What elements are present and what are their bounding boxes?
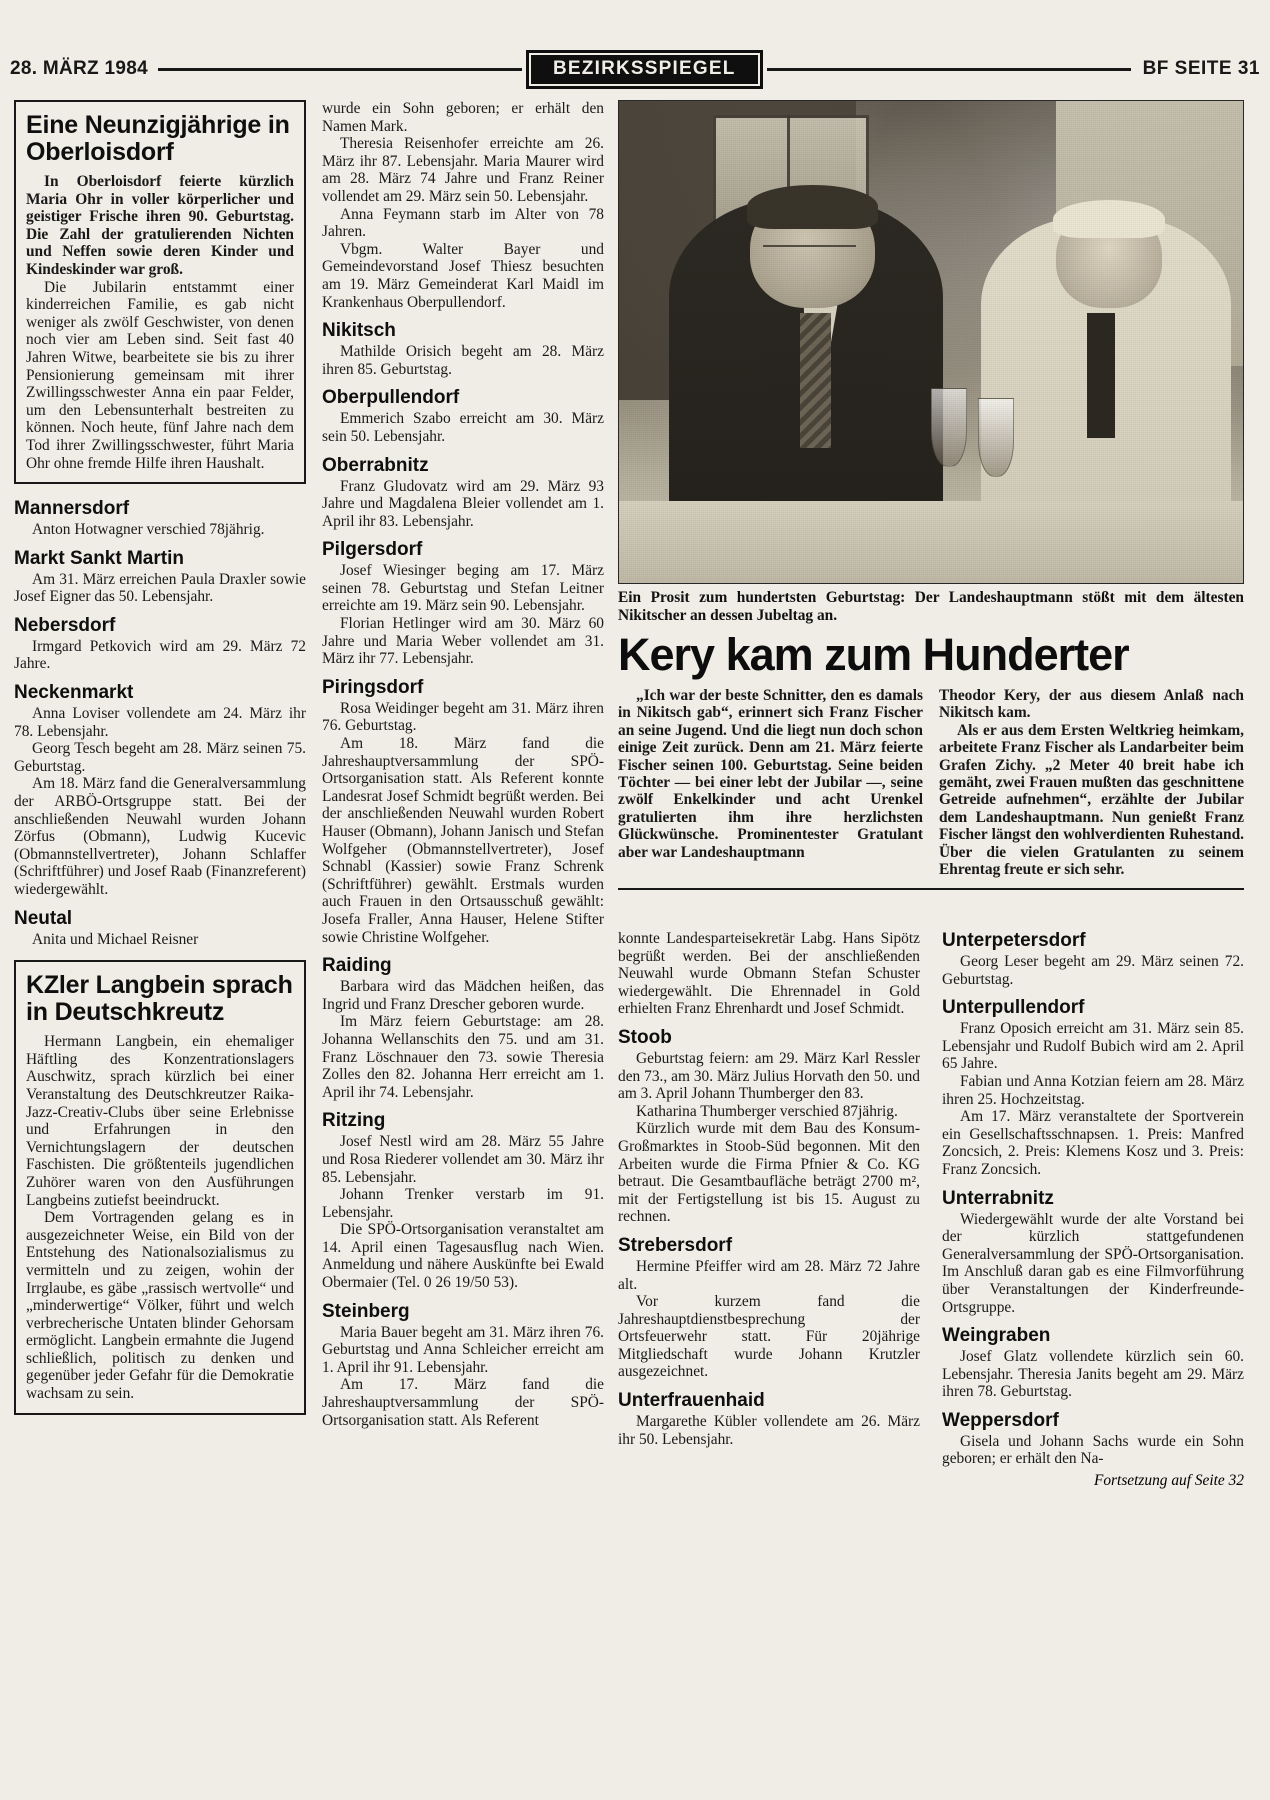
feature-body (618, 687, 1244, 878)
article-paragraph: Hermann Langbein, ein ehemaliger Häftling des Konzentrationslagers Auschwitz, sprach kürzlich bei einer Veranstaltung des Deutschkreutzer Raika-Jazz-Creativ-Clubs über seine Erlebnisse und Erfahrungen in den Vernichtungslagern der deutschen Faschisten. Die größtenteils jugendlichen Zuhörer waren von den Ausführungen Langbeins zutiefst beeindruckt. (26, 1033, 294, 1209)
place-paragraph: Rosa Weidinger begeht am 31. März ihren 76. Geburtstag. (322, 699, 604, 735)
article-paragraph: Die Jubilarin entstammt einer kinderreichen Familie, es gab nicht weniger als zwölf Geschwister, von denen noch vier am Leben sind. Seit fast 40 Jahren Witwe, bearbeitete sie bis zu ihrer Pensionierung gemeinsam mit ihrer Zwillingsschwester Anna ein paar Felder, um den Lebensunterhalt bestreiten zu können. Noch heute, fünf Jahre nach dem Tod ihrer Zwillingsschwester, führt Maria Ohr ohne fremde Hilfe ihren Haushalt. (26, 278, 294, 472)
place-heading-pilgersdorf: Pilgersdorf (322, 539, 423, 561)
place-heading-unterpullendorf: Unterpullendorf (942, 997, 1085, 1019)
article-oberloisdorf (14, 100, 306, 484)
place-paragraph: Fabian und Anna Kotzian feiern am 28. März ihren 25. Hochzeitstag. (942, 1072, 1244, 1108)
feature-block (618, 100, 1244, 898)
place-paragraph: Franz Oposich erreicht am 31. März sein 85. Lebensjahr und Rudolf Bubich wird am 2. April 65 Jahre. (942, 1020, 1244, 1073)
place-paragraph: Josef Glatz vollendete kürzlich sein 60. Lebensjahr. Theresia Janits begeht am 29. März ihren 78. Geburtstag. (942, 1348, 1244, 1401)
place-paragraph: Maria Bauer begeht am 31. März ihren 76. Geburtstag und Anna Schleicher erreicht am 1. April ihr 91. Lebensjahr. (322, 1323, 604, 1376)
section-banner-label: BEZIRKSSPIEGEL (531, 55, 758, 84)
place-paragraph: Mathilde Orisich begeht am 28. März ihren 85. Geburtstag. (322, 343, 604, 378)
place-heading-raiding: Raiding (322, 955, 392, 977)
place-heading-weppersdorf: Weppersdorf (942, 1409, 1059, 1431)
place-heading-stoob: Stoob (618, 1026, 672, 1048)
place-paragraph: Die SPÖ-Ortsorganisation veranstaltet am 14. April einen Tagesausflug nach Wien. Anmeldung und nähere Auskünfte bei Ewald Obermaier (Tel. 0 26 19/50 53). (322, 1221, 604, 1292)
place-heading-unterfrauenhaid: Unterfrauenhaid (618, 1390, 765, 1412)
place-paragraph: Johann Trenker verstarb im 91. Lebensjahr. (322, 1186, 604, 1221)
masthead (10, 52, 1260, 86)
feature-divider (618, 888, 1244, 890)
place-heading-mannersdorf: Mannersdorf (14, 498, 130, 520)
place-paragraph: Am 18. März fand die Jahreshauptversammlung der SPÖ-Ortsorganisation statt. Als Referent konnte Landesrat Josef Schmidt begrüßt werden. Bei der anschließenden Neuwahl wurden Robert Hauser (Obmann), Johann Janisch und Stefan Wolfgeher (Obmannstellvertreter), Josef Schnabl (Kassier) sowie Franz Schrenk (Schriftführer) gewählt. Erstmals wurden auch Frauen in den Ortsausschuß gewählt: Josefa Fraller, Anna Hauser, Helene Stifter sowie Christine Wolfgeher. (322, 735, 604, 946)
place-paragraph: Am 17. März veranstaltete der Sportverein ein Gesellschaftsschnapsen. 1. Preis: Manfred Zoncsich, 2. Preis: Klemens Kosz und 3. Preis: Franz Zoncsich. (942, 1108, 1244, 1178)
continuation-paragraph: wurde ein Sohn geboren; er erhält den Namen Mark. (322, 100, 604, 135)
place-paragraph: Josef Nestl wird am 28. März 55 Jahre und Rosa Riederer vollendet am 30. März ihr 85. Lebensjahr. (322, 1133, 604, 1186)
photo-toast-image (618, 100, 1244, 584)
place-paragraph: Wiedergewählt wurde der alte Vorstand bei der kürzlich stattgefundenen Generalversammlung der SPÖ-Ortsorganisation. Im Anschluß daran gab es eine Filmvorführung über Veranstaltungen der Kinderfreunde-Ortsgruppe. (942, 1210, 1244, 1316)
continuation-paragraph: Vbgm. Walter Bayer und Gemeindevorstand Josef Thiesz besuchten am 19. März Gemeinderat Karl Maidl im Krankenhaus Oberpullendorf. (322, 240, 604, 311)
place-paragraph: Emmerich Szabo erreicht am 30. März sein 50. Lebensjahr. (322, 410, 604, 445)
place-heading-weingraben: Weingraben (942, 1325, 1051, 1347)
place-paragraph: Margarethe Kübler vollendete am 26. März ihr 50. Lebensjahr. (618, 1413, 920, 1448)
place-paragraph: Florian Hetlinger wird am 30. März 60 Jahre und Maria Weber vollendet am 31. März ihr 77. Lebensjahr. (322, 615, 604, 668)
section-banner (526, 50, 763, 89)
place-heading-unterrabnitz: Unterrabnitz (942, 1187, 1054, 1209)
page-content (14, 100, 1256, 1790)
masthead-rule-left (158, 68, 522, 71)
feature-paragraph: „Ich war der beste Schnitter, den es damals in Nikitsch gab“, erinnert sich Franz Fischer an seine Jugend. Und die liegt nun doch schon einige Zeit zurück. Denn am 21. März feierte Fischer seinen 100. Geburtstag. Seine beiden Töchter — bei einer lebt der Jubilar —, seine zwölf Enkelkinder und acht Urenkel gratulierten ihm ihre herzlichsten Glückwünsche. Prominentester Gratulant aber war Landeshauptmann (618, 687, 923, 861)
column-3 (618, 930, 920, 1448)
place-paragraph: Kürzlich wurde mit dem Bau des Konsum-Großmarktes in Stoob-Süd begonnen. Mit den Arbeiten wurde die Firma Pfnier & Co. KG betraut. Die Gesamtbaufläche beträgt 2700 m², mit der Fertigstellung ist bis 15. August zu rechnen. (618, 1120, 920, 1226)
place-heading-steinberg: Steinberg (322, 1300, 410, 1322)
place-heading-unterpetersdorf: Unterpetersdorf (942, 930, 1086, 951)
feature-body-left (618, 687, 923, 878)
article-paragraph: Dem Vortragenden gelang es in ausgezeichneter Weise, ein Bild von der Entstehung des Nationalsozialismus zu vermitteln und zu zeigen, wohin der Irrglaube, es gäbe „rassisch wertvolle“ und „minderwertige“ Völker, führt und welch verbrecherische Untaten blinder Gehorsam ermöglicht. Langbein ermahnte die Jugend schließlich, politisch zu denken und gegenüber jeder Gefahr für die Demokratie wachsam zu sein. (26, 1209, 294, 1403)
column-2 (322, 100, 604, 1429)
feature-headline: Kery kam zum Hunderter (618, 629, 1129, 680)
feature-paragraph: Theodor Kery, der aus diesem Anlaß nach Nikitsch kam. (939, 687, 1244, 722)
article-title: Eine Neunzigjährige in Oberloisdorf (26, 111, 290, 166)
photo-caption: Ein Prosit zum hundertsten Geburtstag: Der Landeshauptmann stößt mit dem ältesten Nikitscher an dessen Jubeltag an. (618, 589, 1244, 624)
place-paragraph: Vor kurzem fand die Jahreshauptdienstbesprechung der Ortsfeuerwehr statt. Für 20jährige Mitgliedschaft wurde Johann Krutzler ausgezeichnet. (618, 1293, 920, 1381)
place-heading-oberrabnitz: Oberrabnitz (322, 454, 429, 476)
column-1 (14, 100, 306, 1429)
place-paragraph: Gisela und Johann Sachs wurde ein Sohn geboren; er erhält den Na- (942, 1432, 1244, 1468)
continued-note: Fortsetzung auf Seite 32 (1093, 1472, 1244, 1490)
place-paragraph: Im März feiern Geburtstage: am 28. Johanna Wellanschits den 75. und am 31. Franz Löschnauer den 73. sowie Theresia Zolles den 82. Johanna Herr erreicht am 1. April ihr 74. Lebensjahr. (322, 1013, 604, 1101)
place-heading-nebersdorf: Nebersdorf (14, 614, 116, 636)
place-paragraph: Georg Leser begeht am 29. März seinen 72. Geburtstag. (942, 953, 1244, 988)
masthead-rule-right (767, 68, 1131, 71)
place-paragraph: Anita und Michael Reisner (32, 930, 199, 948)
place-paragraph: Irmgard Petkovich wird am 29. März 72 Jahre. (14, 637, 306, 673)
article-paragraph: In Oberloisdorf feierte kürzlich Maria Ohr in voller körperlicher und geistiger Frische ihren 90. Geburtstag. Die Zahl der gratulierenden Nichten und Neffen sowie deren Kinder und Kindeskinder war groß. (26, 173, 294, 278)
place-heading-nikitsch: Nikitsch (322, 320, 396, 342)
continuation-paragraph: Anna Feymann starb im Alter von 78 Jahren. (322, 205, 604, 241)
place-paragraph: Josef Wiesinger beging am 17. März seinen 78. Geburtstag und Stefan Leitner erreichte am 19. März sein 90. Lebensjahr. (322, 562, 604, 615)
place-heading-markt-sankt-martin: Markt Sankt Martin (14, 547, 184, 569)
place-paragraph: Geburtstag feiern: am 29. März Karl Ressler den 73., am 30. März Julius Horvath den 50. und am 3. April Johann Thumberger den 83. (618, 1049, 920, 1103)
continuation-paragraph: konnte Landesparteisekretär Labg. Hans Sipötz begrüßt werden. Bei der anschließenden Neuwahl wurde Obmann Stefan Schuster wiedergewählt. Die Ehrennadel in Gold erhielten Franz Ehrenhardt und Josef Schmidt. (618, 930, 920, 1018)
place-paragraph: Anna Loviser vollendete am 24. März ihr 78. Lebensjahr. (14, 705, 306, 740)
place-paragraph: Hermine Pfeiffer wird am 28. März 72 Jahre alt. (618, 1257, 920, 1293)
column-4 (942, 930, 1244, 1490)
place-paragraph: Am 31. März erreichen Paula Draxler sowie Josef Eigner das 50. Lebensjahr. (14, 570, 306, 606)
place-paragraph: Franz Gludovatz wird am 29. März 93 Jahre und Magdalena Bleier vollendet am 1. April ihr 83. Lebensjahr. (322, 477, 604, 530)
issue-date: 28. MÄRZ 1984 (10, 58, 149, 79)
place-heading-neckenmarkt: Neckenmarkt (14, 682, 134, 704)
place-paragraph: Barbara wird das Mädchen heißen, das Ingrid und Franz Drescher geboren wurde. (322, 978, 604, 1013)
place-heading-piringsdorf: Piringsdorf (322, 676, 424, 698)
place-paragraph: Katharina Thumberger verschied 87jährig. (636, 1102, 898, 1120)
feature-body-right (939, 687, 1244, 878)
article-title: KZler Langbein sprach in Deutschkreutz (26, 971, 293, 1027)
place-paragraph: Am 18. März fand die Generalversammlung der ARBÖ-Ortsgruppe statt. Bei der anschließenden Neuwahl wurden Johann Zörfus (Obmann), Ludwig Kucevic (Obmannstellvertreter), Johann Schlaffer (Schriftführer) und Josef Raab (Finanzreferent) wiedergewählt. (14, 775, 306, 898)
place-heading-ritzing: Ritzing (322, 1110, 386, 1132)
page-number: BF SEITE 31 (1142, 58, 1260, 79)
place-heading-neutal: Neutal (14, 907, 73, 929)
continuation-paragraph: Theresia Reisenhofer erreichte am 26. März ihr 87. Lebensjahr. Maria Maurer wird am 28. März 74 Jahre und Franz Reiner vollendet am 29. März sein 50. Lebensjahr. (322, 135, 604, 205)
place-heading-oberpullendorf: Oberpullendorf (322, 387, 460, 409)
feature-paragraph: Als er aus dem Ersten Weltkrieg heimkam, arbeitete Franz Fischer als Landarbeiter beim Grafen Zichy. „2 Meter 40 breit habe ich gemäht, zwei Frauen mußten das geschnittene Getreide aufnehmen“, erzählte der Jubilar dem Landeshauptmann. Nun genießt Franz Fischer längst den wohlverdienten Ruhestand. Über die vielen Gratulanten zu seinem Ehrentag freute er sich sehr. (939, 721, 1244, 879)
place-paragraph: Am 17. März fand die Jahreshauptversammlung der SPÖ-Ortsorganisation statt. Als Referent (322, 1376, 604, 1429)
photo-figure (618, 100, 1244, 625)
place-heading-strebersdorf: Strebersdorf (618, 1234, 733, 1256)
place-paragraph: Anton Hotwagner verschied 78jährig. (32, 521, 265, 539)
article-langbein (14, 960, 306, 1414)
place-paragraph: Georg Tesch begeht am 28. März seinen 75. Geburtstag. (14, 740, 306, 775)
